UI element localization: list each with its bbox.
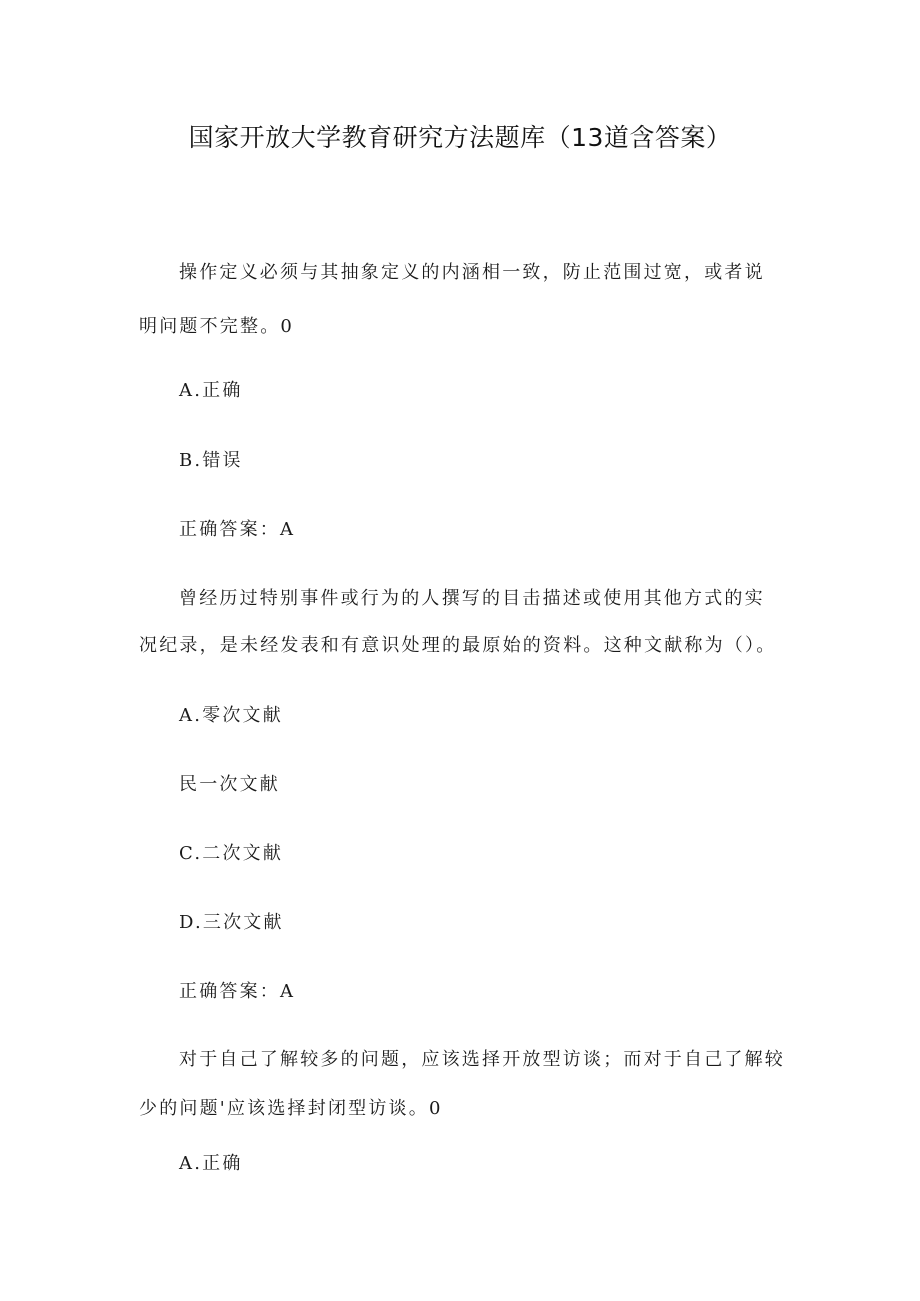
question-3-stem-line-2: 少的问题'应该选择封闭型访谈。0 xyxy=(139,1098,443,1119)
question-2-stem-line-2: 况纪录，是未经发表和有意识处理的最原始的资料。这种文献称为（）。 xyxy=(139,635,777,656)
question-1-stem-line-2: 明问题不完整。0 xyxy=(139,316,295,337)
question-2-option-b: 民一次文献 xyxy=(179,774,280,795)
question-1-answer: 正确答案：A xyxy=(179,519,296,540)
question-2-option-c: C.二次文献 xyxy=(179,843,284,864)
question-2-option-a: A.零次文献 xyxy=(179,705,283,726)
question-3-option-a: A.正确 xyxy=(179,1153,243,1174)
document-title: 国家开放大学教育研究方法题库（13道含答案） xyxy=(188,123,732,152)
question-2-answer: 正确答案：A xyxy=(179,981,296,1002)
question-1-option-a: A.正确 xyxy=(179,380,243,401)
question-1-option-b: B.错误 xyxy=(179,450,243,471)
question-2-stem-line-1: 曾经历过特别事件或行为的人撰写的目击描述或使用其他方式的实 xyxy=(179,588,765,609)
question-3-stem-line-1: 对于自己了解较多的问题，应该选择开放型访谈；而对于自己了解较 xyxy=(179,1049,785,1070)
question-1-stem-line-1: 操作定义必须与其抽象定义的内涵相一致，防止范围过宽，或者说 xyxy=(179,262,765,283)
question-2-option-d: D.三次文献 xyxy=(179,912,284,933)
